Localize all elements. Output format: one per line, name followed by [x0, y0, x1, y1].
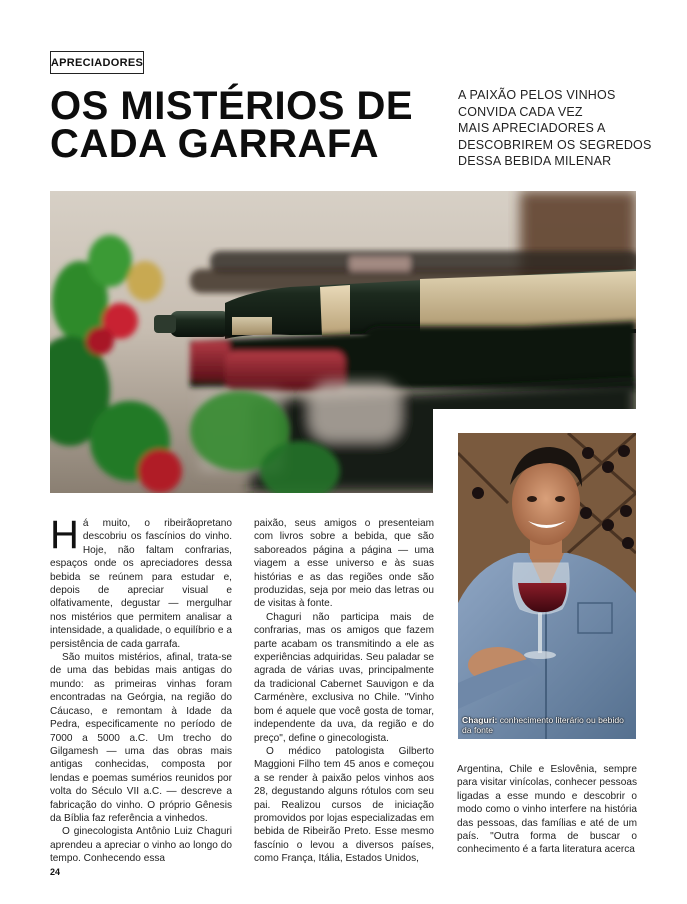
article-deck — [458, 87, 652, 170]
article-column-1 — [50, 513, 232, 866]
deck-line-5: DESSA BEBIDA MILENAR — [458, 154, 612, 169]
drop-cap: H — [50, 513, 79, 557]
deck-line-1: A PAIXÃO PELOS VINHOS — [458, 88, 616, 102]
photo-caption — [462, 715, 632, 735]
article-column-3 — [457, 763, 637, 857]
paragraph: Chaguri não participa mais de confrarias, mas os amigos que fazem parte acabam os transmitindo a ele as experiências adquiridas. Seu paladar se agrada de várias uvas, principalmente da tradicional Cabernet Sauvigon e da Carménère, exclusiva no Chile. "Vinho bom é aquele que você gosta de tomar, independente da uva, da região e do preço", define o ginecologista. — [254, 611, 434, 744]
paragraph: O médico patologista Gilberto Maggioni Filho tem 45 anos e começou a se render à paixão pelos vinhos aos 28, degustando alguns rótulos com seu pai. Realizou cursos de iniciação promovidos por lojas especializadas em bebida de Ribeirão Preto. Esse mesmo fascínio o levou a diversos países, como França, Itália, Estados Unidos, — [254, 745, 434, 865]
inset-photo-chaguri — [458, 433, 636, 739]
paragraph: O ginecologista Antônio Luiz Chaguri aprendeu a apreciar o vinho ao longo do tempo. Conhecendo essa — [50, 826, 232, 865]
portrait-illustration — [458, 433, 636, 739]
photo-caption-name: Chaguri: — [462, 715, 498, 725]
paragraph: paixão, seus amigos o presenteiam com livros sobre a bebida, que são saboreados página a página — uma viagem a esse universo e às suas histórias e as das regiões onde são produzidas, seja por meio das letras ou de visitas à fonte. — [254, 518, 434, 610]
paragraph: São muitos mistérios, afinal, trata-se de uma das bebidas mais antigas do mundo: as primeiras vinhas foram encontradas na Geórgia, na região do Cáucaso, e remontam à Idade da Pedra, especificamente no período de 7000 a 5000 a.C. Um trecho do Gilgamesh — uma das obras mais antigas conhecidas, composta por lendas e poemas sumérios reunidos por volta do Século VII a.C. — descreve a fabricação do vinho. O próprio Gênesis da Bíblia faz referência a vinhedos. — [50, 652, 232, 824]
paragraph: Argentina, Chile e Eslovênia, sempre para visitar vinícolas, conhecer pessoas ligadas a esse mundo e descobrir o modo como o vinho interfere na história das pessoas, das famílias e até de um país. "Outra forma de buscar o conhecimento é a farta literatura acerca — [457, 764, 637, 856]
page-number: 24 — [50, 867, 61, 877]
article-title-line-1: OS MISTÉRIOS DE — [50, 84, 414, 128]
deck-line-4: DESCOBRIREM OS SEGREDOS — [458, 137, 652, 152]
article-column-2 — [254, 517, 434, 866]
paragraph-text: á muito, o ribeirãopretano descobriu os fascínios do vinho. Hoje, não faltam confrarias, espaços onde os apreciadores dessa bebida se reúnem para estudar e, depois de apreciar visual e olfativamente, degustar — mergulhar nos mistérios que permitem analisar a intensidade, a qualidade, o equilíbrio e a persistência de cada garrafa. — [50, 518, 232, 650]
paragraph — [50, 513, 232, 651]
article-title-line-2: CADA GARRAFA — [50, 122, 379, 166]
deck-line-2: CONVIDA CADA VEZ — [458, 104, 583, 119]
deck-line-3: MAIS APRECIADORES A — [458, 121, 606, 136]
article-title — [50, 84, 450, 166]
section-tag: APRECIADORES — [50, 51, 144, 74]
photo-caption-text: conhecimento literário ou bebido da fonte — [462, 715, 624, 735]
